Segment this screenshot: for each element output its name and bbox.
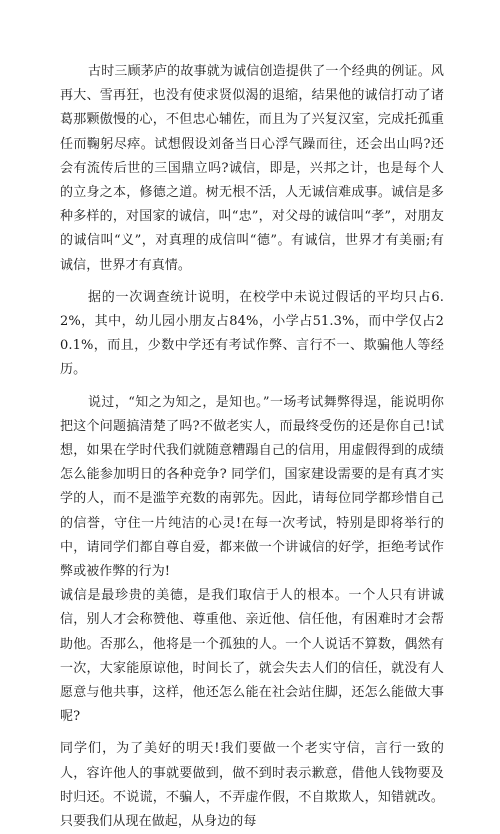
paragraph-appeal: 同学们，为了美好的明天!我们要做一个老实守信，言行一致的人，容许他人的事就要做到，做不到时表示歉意，借他人钱物要及时归还。不说谎，不骗人，不弄虚作假，不自欺欺人，知错就改。只要我们从现在做起，从身边的每 [60, 741, 444, 830]
paragraph-virtue: 诚信是最珍贵的美德，是我们取信于人的根本。一个人只有讲诚信，别人才会称赞他、尊重他、亲近他、信任他，有困难时才会帮助他。否那么，他将是一个孤独的人。一个人说话不算数，偶然有一次，大家能原谅他，时间长了，就会失去人们的信任，就没有人愿意与他共事，这样，他还怎么能在社会站住脚，还怎么能做大事呢? [60, 588, 444, 725]
paragraph-exam: 说过，“知之为知之，是知也。”一场考试舞弊得逞，能说明你把这个问题搞清楚了吗?不做老实人，而最终受伤的还是你自己!试想，如果在学时代我们就随意糟蹋自己的信用，用虚假得到的成绩怎么能参加明日的各种竞争? 同学们，国家建设需要的是有真才实学的人，而不是滥竽充数的南郭先。因此，请每位同学都珍惜自己的信誉，守住一片纯洁的心灵!在每一次考试，特别是即将举行的中，请同学们都自尊自爱，都来做一个讲诚信的好学，拒绝考试作弊或被作弊的行为! [60, 394, 444, 580]
paragraph-spacer [60, 383, 444, 391]
paragraph-sanguo: 古时三顾茅庐的故事就为诚信创造提供了一个经典的例证。风再大、雪再狂，也没有使求贤似渴的退缩，结果他的诚信打动了诸葛那颗傲慢的心，不但忠心辅佐，而且为了兴复汉室，完成托孤重任而鞠躬尽瘁。试想假设刘备当日心浮气躁而往，还会出山吗?还会有流传后世的三国鼎立吗?诚信，即是，兴邦之计，也是每个人的立身之本，修德之道。树无根不活，人无诚信难成事。诚信是多种多样的，对国家的诚信，叫“忠”，对父母的诚信叫“孝”，对朋友的诚信叫“义”，对真理的成信叫“德”。有诚信，世界才有美丽;有诚信，世界才有真情。 [60, 64, 444, 273]
paragraph-survey: 据的一次调查统计说明，在校学中未说过假话的平均只占6.2%，其中，幼儿园小朋友占84%，小学占51.3%，而中学仅占20.1%，而且，少数中学还有考试作弊、言行不一、欺骗他人等经历。 [60, 289, 444, 378]
paragraph-spacer [60, 278, 444, 286]
paragraph-spacer [60, 729, 444, 737]
document-page [60, 60, 444, 834]
